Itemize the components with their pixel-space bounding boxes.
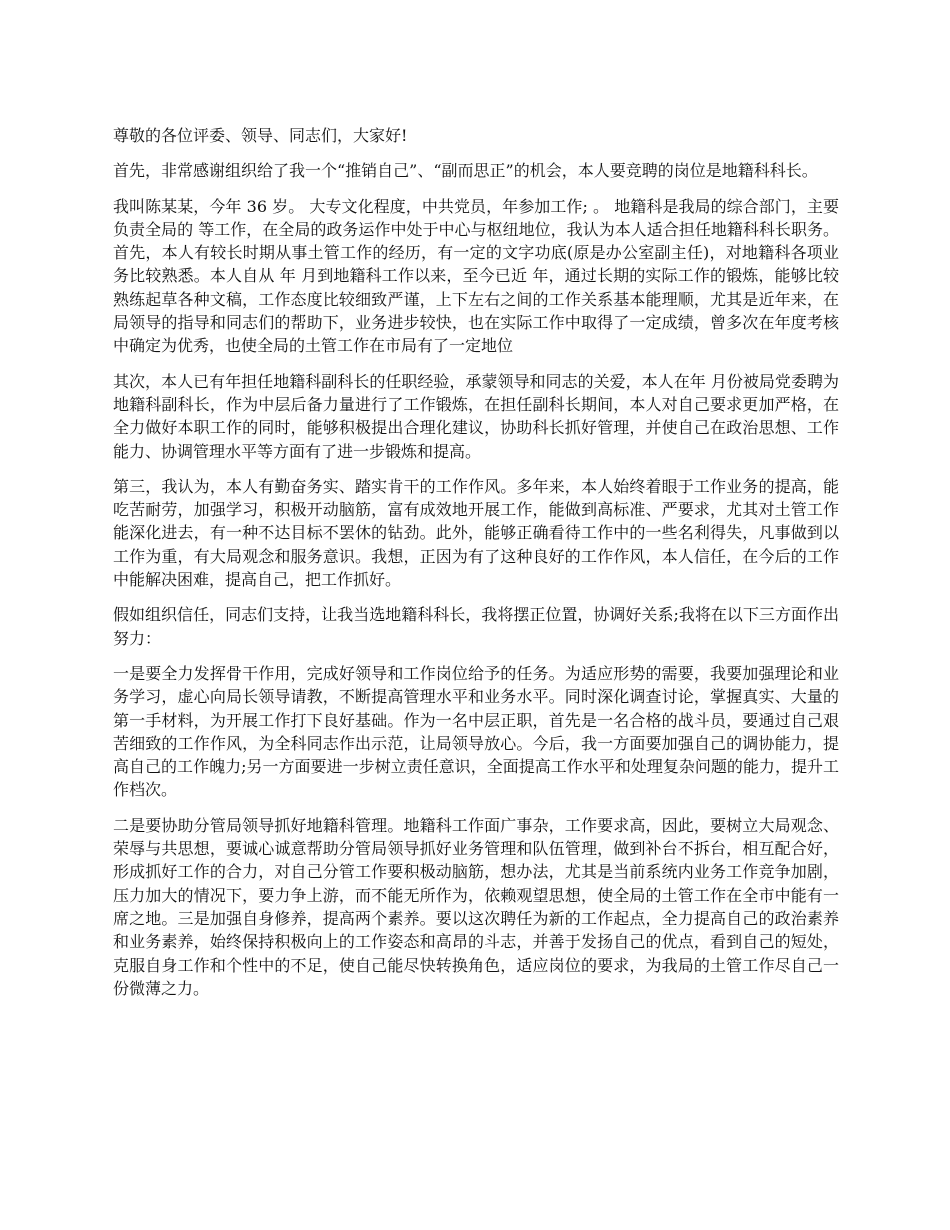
- intro-paragraph: 首先，非常感谢组织给了我一个“推销自己”、“副而思正”的机会，本人要竞聘的岗位是地籍科科长。: [113, 161, 818, 181]
- work-style-paragraph: 第三，我认为，本人有勤奋务实、踏实肯干的工作作风。多年来，本人始终着眼于工作业务的提高，能吃苦耐劳，加强学习，积极开动脑筋，富有成效地开展工作，能做到高标准、严要求，尤其对土管工作能深化进去，有一种不达目标不罢休的钻劲。此外，能够正确看待工作中的一些名利得失，凡事做到以工作为重，有大局观念和服务意识。我想，正因为有了这种良好的工作作风，本人信任，在今后的工作中能解决困难，提高自己，把工作抓好。: [113, 476, 839, 590]
- greeting-paragraph: 尊敬的各位评委、领导、同志们，大家好!: [113, 126, 408, 145]
- experience-paragraph: 其次，本人已有年担任地籍科副科长的任职经验，承蒙领导和同志的关爱，本人在年 月份被局党委聘为地籍科副科长，作为中层后备力量进行了工作锻炼，在担任副科长期间，本人对自己要求更加严格，在全力做好本职工作的同时，能够积极提出合理化建议，协助科长抓好管理，并使自己在政治思想、工作能力、协调管理水平等方面有了进一步锻炼和提高。: [113, 371, 839, 461]
- document-body: [113, 124, 839, 1012]
- background-paragraph: 我叫陈某某，今年 36 岁。 大专文化程度，中共党员，年参加工作; 。 地籍科是我局的综合部门，主要负责全局的 等工作，在全局的政务运作中处于中心与枢纽地位，我认为本人适合担任地籍科科长职务。 首先，本人有较长时期从事土管工作的经历，有一定的文字功底(原是办公室副主任)，对地籍科各项业务比较熟悉。本人自从 年 月到地籍科工作以来，至今已近 年，通过长期的实际工作的锻炼，能够比较熟练起草各种文稿，工作态度比较细致严谨，上下左右之间的工作关系基本能理顺，尤其是近年来，在局领导的指导和同志们的帮助下，业务进步较快，也在实际工作中取得了一定成绩，曾多次在年度考核中确定为优秀，也使全局的土管工作在市局有了一定地位: [113, 196, 839, 356]
- plan-one-paragraph: 一是要全力发挥骨干作用，完成好领导和工作岗位给予的任务。为适应形势的需要，我要加强理论和业务学习，虚心向局长领导请教，不断提高管理水平和业务水平。同时深化调查讨论，掌握真实、大量的第一手材料，为开展工作打下良好基础。作为一名中层正职，首先是一名合格的战斗员，要通过自己艰苦细致的工作作风，为全科同志作出示范，让局领导放心。今后，我一方面要加强自己的调协能力，提高自己的工作魄力;另一方面要进一步树立责任意识，全面提高工作水平和处理复杂问题的能力，提升工作档次。: [113, 663, 839, 800]
- commitment-paragraph: 假如组织信任，同志们支持，让我当选地籍科科长，我将摆正位置，协调好关系;我将在以下三方面作出努力：: [113, 605, 839, 648]
- plan-two-three-paragraph: 二是要协助分管局领导抓好地籍科管理。地籍科工作面广事杂，工作要求高，因此，要树立大局观念、荣辱与共思想，要诚心诚意帮助分管局领导抓好业务管理和队伍管理，做到补台不拆台，相互配合好，形成抓好工作的合力，对自己分管工作要积极动脑筋，想办法，尤其是当前系统内业务工作竞争加剧，压力加大的情况下，要力争上游，而不能无所作为，依赖观望思想，使全局的土管工作在全市中能有一席之地。三是加强自身修养，提高两个素养。要以这次聘任为新的工作起点，全力提高自己的政治素养和业务素养，始终保持积极向上的工作姿态和高昂的斗志，并善于发扬自己的优点，看到自己的短处，克服自身工作和个性中的不足，使自己能尽快转换角色，适应岗位的要求，为我局的土管工作尽自己一份微薄之力。: [113, 815, 839, 998]
